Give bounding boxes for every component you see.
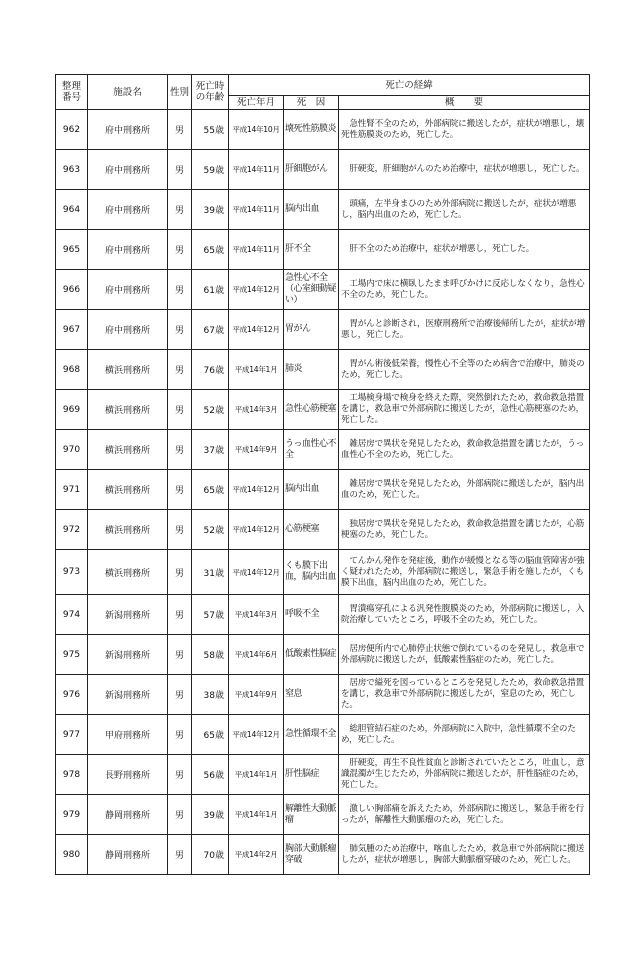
record-number: 974 — [56, 595, 88, 635]
sex: 男 — [168, 795, 192, 835]
sex: 男 — [168, 110, 192, 150]
death-summary: 雑居房で異状を発見したため，救命救急措置を講じたが，うっ血性心不全のため，死亡した。 — [339, 430, 590, 470]
death-summary: 胃潰瘍穿孔による汎発性腹膜炎のため，外部病院に搬送し，入院治療していたところ，呼吸不全のため，死亡した。 — [339, 595, 590, 635]
death-date: 平成14年10月 — [229, 110, 284, 150]
cause-of-death: うっ血性心不全 — [284, 430, 339, 470]
age-at-death: 61歳 — [192, 270, 229, 310]
death-date: 平成14年12月 — [229, 270, 284, 310]
header-summary: 概 要 — [339, 96, 590, 110]
death-summary: 急性腎不全のため，外部病院に搬送したが，症状が増悪し，壊死性筋膜炎のため，死亡した。 — [339, 110, 590, 150]
header-cause: 死 因 — [284, 96, 339, 110]
age-at-death: 37歳 — [192, 430, 229, 470]
cause-of-death: 肺炎 — [284, 350, 339, 390]
age-at-death: 76歳 — [192, 350, 229, 390]
death-summary: 胃がんと診断され，医療刑務所で治療後帰所したが，症状が増悪し，死亡した。 — [339, 310, 590, 350]
cause-of-death: 急性心不全（心室細動疑い） — [284, 270, 339, 310]
death-date: 平成14年11月 — [229, 150, 284, 190]
record-number: 963 — [56, 150, 88, 190]
table-row — [56, 835, 590, 875]
sex: 男 — [168, 595, 192, 635]
death-date: 平成14年12月 — [229, 550, 284, 595]
death-date: 平成14年2月 — [229, 835, 284, 875]
death-date: 平成14年12月 — [229, 310, 284, 350]
sex: 男 — [168, 270, 192, 310]
age-at-death: 65歳 — [192, 470, 229, 510]
death-summary: 居房便所内で心肺停止状態で倒れているのを発見し，救急車で外部病院に搬送したが，低酸素性脳症のため，死亡した。 — [339, 635, 590, 675]
table-row — [56, 310, 590, 350]
death-summary: 雑居房で異状を発見したため，外部病院に搬送したが，脳内出血のため，死亡した。 — [339, 470, 590, 510]
facility-name: 府中刑務所 — [88, 110, 168, 150]
death-summary: 独居房で異状を発見したため，救命救急措置を講じたが，心筋梗塞のため，死亡した。 — [339, 510, 590, 550]
cause-of-death: 脳内出血 — [284, 190, 339, 230]
header-facility: 施設名 — [88, 75, 168, 110]
table-row — [56, 550, 590, 595]
record-number: 975 — [56, 635, 88, 675]
record-number: 967 — [56, 310, 88, 350]
table-row — [56, 795, 590, 835]
facility-name: 新潟刑務所 — [88, 635, 168, 675]
record-number: 978 — [56, 755, 88, 795]
death-summary: 工場検身場で検身を終えた際，突然倒れたため，救命救急措置を講じ，救急車で外部病院に搬送したが，急性心筋梗塞のため，死亡した。 — [339, 390, 590, 430]
sex: 男 — [168, 550, 192, 595]
sex: 男 — [168, 390, 192, 430]
death-date: 平成14年12月 — [229, 470, 284, 510]
cause-of-death: 胃がん — [284, 310, 339, 350]
facility-name: 新潟刑務所 — [88, 675, 168, 715]
sex: 男 — [168, 190, 192, 230]
age-at-death: 52歳 — [192, 390, 229, 430]
record-number: 965 — [56, 230, 88, 270]
age-at-death: 56歳 — [192, 755, 229, 795]
death-summary: 肝硬変，再生不良性貧血と診断されていたところ，吐血し，意識混濁が生じたため，外部病院に搬送したが，肝性脳症のため，死亡した。 — [339, 755, 590, 795]
death-summary: 総胆管結石症のため，外部病院に入院中，急性循環不全のため，死亡した。 — [339, 715, 590, 755]
table-row — [56, 510, 590, 550]
sex: 男 — [168, 150, 192, 190]
record-number: 962 — [56, 110, 88, 150]
header-date: 死亡年月 — [229, 96, 284, 110]
sex: 男 — [168, 350, 192, 390]
death-date: 平成14年3月 — [229, 595, 284, 635]
record-number: 980 — [56, 835, 88, 875]
header-course: 死亡の経緯 — [229, 75, 590, 96]
death-summary: 居房で縊死を図っているところを発見したため，救命救急措置を講じ，救急車で外部病院に搬送したが，窒息のため，死亡した。 — [339, 675, 590, 715]
cause-of-death: 肝性脳症 — [284, 755, 339, 795]
death-date: 平成14年12月 — [229, 510, 284, 550]
death-date: 平成14年9月 — [229, 430, 284, 470]
sex: 男 — [168, 835, 192, 875]
cause-of-death: 壊死性筋膜炎 — [284, 110, 339, 150]
age-at-death: 57歳 — [192, 595, 229, 635]
cause-of-death: 脳内出血 — [284, 470, 339, 510]
record-number: 964 — [56, 190, 88, 230]
death-summary: 肝硬変，肝細胞がんのため治療中，症状が増悪し，死亡した。 — [339, 150, 590, 190]
table-row — [56, 715, 590, 755]
sex: 男 — [168, 675, 192, 715]
death-summary: 胃がん術後低栄養，慢性心不全等のため病舎で治療中，肺炎のため，死亡した。 — [339, 350, 590, 390]
age-at-death: 65歳 — [192, 230, 229, 270]
table-row — [56, 150, 590, 190]
table-row — [56, 270, 590, 310]
header-age: 死亡時の年齢 — [192, 75, 229, 110]
cause-of-death: 肝細胞がん — [284, 150, 339, 190]
record-number: 977 — [56, 715, 88, 755]
death-summary: 頭痛，左半身まひのため外部病院に搬送したが，症状が増悪し，脳内出血のため，死亡した。 — [339, 190, 590, 230]
death-date: 平成14年11月 — [229, 230, 284, 270]
record-number: 972 — [56, 510, 88, 550]
death-summary: 工場内で床に横臥したまま呼びかけに反応しなくなり，急性心不全のため，死亡した。 — [339, 270, 590, 310]
cause-of-death: 急性循環不全 — [284, 715, 339, 755]
death-date: 平成14年11月 — [229, 190, 284, 230]
facility-name: 府中刑務所 — [88, 190, 168, 230]
sex: 男 — [168, 715, 192, 755]
record-number: 976 — [56, 675, 88, 715]
death-summary: 激しい胸部痛を訴えたため，外部病院に搬送し，緊急手術を行ったが，解離性大動脈瘤のため，死亡した。 — [339, 795, 590, 835]
record-number: 971 — [56, 470, 88, 510]
cause-of-death: 呼吸不全 — [284, 595, 339, 635]
death-date: 平成14年12月 — [229, 715, 284, 755]
age-at-death: 70歳 — [192, 835, 229, 875]
sex: 男 — [168, 755, 192, 795]
age-at-death: 65歳 — [192, 715, 229, 755]
record-number: 979 — [56, 795, 88, 835]
table-row — [56, 190, 590, 230]
age-at-death: 55歳 — [192, 110, 229, 150]
death-records-table — [55, 74, 590, 875]
table-row — [56, 595, 590, 635]
cause-of-death: 胸部大動脈瘤穿破 — [284, 835, 339, 875]
sex: 男 — [168, 470, 192, 510]
sex: 男 — [168, 635, 192, 675]
cause-of-death: 低酸素性脳症 — [284, 635, 339, 675]
facility-name: 府中刑務所 — [88, 230, 168, 270]
record-number: 970 — [56, 430, 88, 470]
record-number: 969 — [56, 390, 88, 430]
facility-name: 横浜刑務所 — [88, 550, 168, 595]
table-row — [56, 755, 590, 795]
facility-name: 横浜刑務所 — [88, 510, 168, 550]
header-sex: 性別 — [168, 75, 192, 110]
facility-name: 新潟刑務所 — [88, 595, 168, 635]
cause-of-death: 肝不全 — [284, 230, 339, 270]
age-at-death: 39歳 — [192, 190, 229, 230]
record-number: 968 — [56, 350, 88, 390]
facility-name: 横浜刑務所 — [88, 470, 168, 510]
table-row — [56, 635, 590, 675]
facility-name: 静岡刑務所 — [88, 835, 168, 875]
death-date: 平成14年9月 — [229, 675, 284, 715]
facility-name: 静岡刑務所 — [88, 795, 168, 835]
cause-of-death: 解離性大動脈瘤 — [284, 795, 339, 835]
table-row — [56, 430, 590, 470]
facility-name: 府中刑務所 — [88, 270, 168, 310]
table-row — [56, 390, 590, 430]
cause-of-death: 心筋梗塞 — [284, 510, 339, 550]
age-at-death: 58歳 — [192, 635, 229, 675]
sex: 男 — [168, 510, 192, 550]
cause-of-death: 急性心筋梗塞 — [284, 390, 339, 430]
cause-of-death: くも膜下出血，脳内出血 — [284, 550, 339, 595]
facility-name: 甲府刑務所 — [88, 715, 168, 755]
sex: 男 — [168, 430, 192, 470]
table-row — [56, 350, 590, 390]
facility-name: 横浜刑務所 — [88, 390, 168, 430]
death-date: 平成14年1月 — [229, 795, 284, 835]
death-summary: 肝不全のため治療中，症状が増悪し，死亡した。 — [339, 230, 590, 270]
table-row — [56, 230, 590, 270]
death-summary: てんかん発作を発症後，動作が緩慢となる等の脳血管障害が強く疑われたため，外部病院に搬送し，緊急手術を施したが，くも膜下出血，脳内出血のため，死亡した。 — [339, 550, 590, 595]
sex: 男 — [168, 230, 192, 270]
death-date: 平成14年1月 — [229, 755, 284, 795]
table-row — [56, 470, 590, 510]
facility-name: 長野刑務所 — [88, 755, 168, 795]
death-date: 平成14年6月 — [229, 635, 284, 675]
table-row — [56, 675, 590, 715]
record-number: 966 — [56, 270, 88, 310]
table-row — [56, 110, 590, 150]
death-date: 平成14年1月 — [229, 350, 284, 390]
cause-of-death: 窒息 — [284, 675, 339, 715]
death-summary: 肺気腫のため治療中，喀血したため，救急車で外部病院に搬送したが，症状が増悪し，胸部大動脈瘤穿破のため，死亡した。 — [339, 835, 590, 875]
facility-name: 府中刑務所 — [88, 150, 168, 190]
record-number: 973 — [56, 550, 88, 595]
age-at-death: 67歳 — [192, 310, 229, 350]
age-at-death: 52歳 — [192, 510, 229, 550]
age-at-death: 38歳 — [192, 675, 229, 715]
sex: 男 — [168, 310, 192, 350]
age-at-death: 31歳 — [192, 550, 229, 595]
facility-name: 府中刑務所 — [88, 310, 168, 350]
facility-name: 横浜刑務所 — [88, 350, 168, 390]
death-date: 平成14年3月 — [229, 390, 284, 430]
age-at-death: 59歳 — [192, 150, 229, 190]
age-at-death: 39歳 — [192, 795, 229, 835]
header-number: 整理番号 — [56, 75, 88, 110]
facility-name: 横浜刑務所 — [88, 430, 168, 470]
